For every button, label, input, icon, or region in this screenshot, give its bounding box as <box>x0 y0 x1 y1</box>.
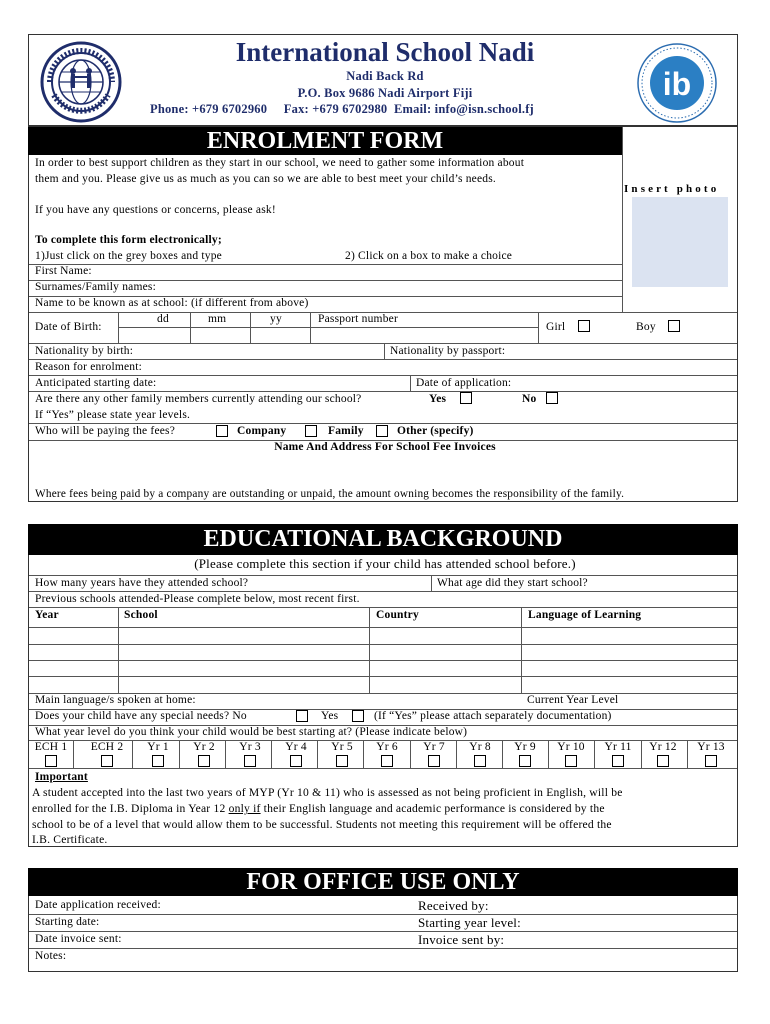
row-line <box>29 343 737 344</box>
education-title-bar <box>28 524 738 555</box>
year-level-checkbox[interactable] <box>381 755 393 767</box>
year-level-label: Yr 1 <box>147 741 169 753</box>
svg-text:ib: ib <box>662 66 692 102</box>
who-pays-label: Who will be paying the fees? <box>35 425 176 437</box>
year-level-label: Yr 12 <box>649 741 677 753</box>
row-line <box>29 948 737 949</box>
application-date-label: Date of application: <box>416 377 512 389</box>
questions-text: If you have any questions or concerns, please ask! <box>35 204 276 216</box>
col-header-language: Language of Learning <box>528 609 642 621</box>
nationality-birth-label: Nationality by birth: <box>35 345 134 357</box>
years-attended-label: How many years have they attended school? <box>35 577 249 589</box>
office-received-label: Date application received: <box>35 899 161 911</box>
col-line <box>271 740 272 768</box>
table-row <box>29 627 737 628</box>
current-level-label: Current Year Level <box>527 694 619 706</box>
year-level-label: Yr 6 <box>376 741 398 753</box>
year-level-label: Yr 13 <box>697 741 725 753</box>
passport-label: Passport number <box>318 313 398 325</box>
col-line <box>369 607 370 693</box>
year-level-checkbox[interactable] <box>657 755 669 767</box>
family-yes-label: Yes <box>429 393 447 405</box>
col-line <box>410 740 411 768</box>
boy-label: Boy <box>636 321 656 333</box>
important-line-1: A student accepted into the last two years of MYP (Yr 10 & 11) who is assessed as not being proficient in English, will be <box>32 786 623 799</box>
other-label: Other (specify) <box>397 425 474 437</box>
year-level-checkbox[interactable] <box>198 755 210 767</box>
important-heading: Important <box>35 771 88 783</box>
row-line <box>29 914 737 915</box>
company-checkbox[interactable] <box>216 425 228 437</box>
col-line <box>384 343 385 359</box>
education-subtitle: (Please complete this section if your child has attended school before.) <box>194 556 576 571</box>
company-label: Company <box>237 425 287 437</box>
row-line <box>118 327 538 328</box>
dob-month-label: mm <box>208 313 227 325</box>
year-level-checkbox[interactable] <box>474 755 486 767</box>
enrolment-title-bar <box>28 127 622 155</box>
year-level-label: Yr 8 <box>469 741 491 753</box>
dob-day-label: dd <box>157 313 169 325</box>
col-line <box>594 740 595 768</box>
office-notes-label: Notes: <box>35 950 67 962</box>
row-line <box>29 607 737 608</box>
fees-note: Where fees being paid by a company are outstanding or unpaid, the amount owning becomes the responsibility of the family. <box>35 488 625 500</box>
year-level-label: ECH 2 <box>90 741 124 753</box>
first-name-label: First Name: <box>35 265 92 277</box>
col-header-school: School <box>124 609 158 621</box>
col-header-year: Year <box>35 609 59 621</box>
dob-label: Date of Birth: <box>35 321 102 333</box>
family-pays-checkbox[interactable] <box>305 425 317 437</box>
col-line <box>118 607 119 693</box>
year-level-checkbox[interactable] <box>519 755 531 767</box>
family-no-checkbox[interactable] <box>546 392 558 404</box>
start-age-label: What age did they start school? <box>437 577 588 589</box>
row-line <box>29 264 622 265</box>
office-invoice-by-label: Invoice sent by: <box>418 932 505 947</box>
family-yes-checkbox[interactable] <box>460 392 472 404</box>
education-title: EDUCATIONAL BACKGROUND <box>203 526 563 552</box>
row-line <box>29 931 737 932</box>
nationality-passport-label: Nationality by passport: <box>390 345 506 357</box>
year-level-checkbox[interactable] <box>565 755 577 767</box>
instruction-step-2: 2) Click on a box to make a choice <box>345 250 513 262</box>
family-pays-label: Family <box>328 425 364 437</box>
year-level-checkbox[interactable] <box>336 755 348 767</box>
year-level-checkbox[interactable] <box>428 755 440 767</box>
reason-label: Reason for enrolment: <box>35 361 143 373</box>
other-checkbox[interactable] <box>376 425 388 437</box>
year-level-question: What year level do you think your child would be best starting at? (Please indicate below) <box>35 726 468 738</box>
special-needs-note: (If “Yes” please attach separately documentation) <box>374 710 612 722</box>
main-language-label: Main language/s spoken at home: <box>35 694 196 706</box>
address-line-1: Nadi Back Rd <box>346 69 424 83</box>
important-line-2c: their English language and academic performance is considered by the <box>260 802 605 815</box>
important-line-2 <box>32 802 605 815</box>
col-line <box>521 607 522 693</box>
ib-world-school-icon <box>636 42 718 124</box>
office-invoice-sent-label: Date invoice sent: <box>35 933 122 945</box>
row-line <box>29 391 737 392</box>
important-only-if: only if <box>228 802 261 815</box>
previous-schools-label: Previous schools attended-Please complete below, most recent first. <box>35 593 360 605</box>
ib-logo <box>636 42 718 124</box>
if-yes-label: If “Yes” please state year levels. <box>35 409 191 421</box>
start-date-label: Anticipated starting date: <box>35 377 157 389</box>
office-title: FOR OFFICE USE ONLY <box>246 869 520 895</box>
special-needs-no-checkbox[interactable] <box>296 710 308 722</box>
col-line <box>132 740 133 768</box>
office-title-bar <box>28 868 738 896</box>
table-row <box>29 676 737 677</box>
col-header-country: Country <box>376 609 419 621</box>
year-level-label: Yr 2 <box>193 741 215 753</box>
year-level-label: Yr 3 <box>239 741 261 753</box>
col-line <box>687 740 688 768</box>
family-question: Are there any other family members currently attending our school? <box>35 393 362 405</box>
office-starting-label: Starting date: <box>35 916 100 928</box>
year-level-label: Yr 4 <box>285 741 307 753</box>
insert-photo-label: I n s e r t p h o t o <box>624 183 717 195</box>
year-level-grid <box>29 740 737 768</box>
school-name: International School Nadi <box>235 37 535 67</box>
surnames-label: Surnames/Family names: <box>35 281 156 293</box>
year-level-label: Yr 9 <box>514 741 536 753</box>
year-level-label: Yr 5 <box>331 741 353 753</box>
table-row <box>29 660 737 661</box>
family-no-label: No <box>522 393 537 405</box>
dob-year-label: yy <box>270 313 282 325</box>
special-needs-label: Does your child have any special needs? No <box>35 710 247 722</box>
office-received-by-label: Received by: <box>418 898 489 913</box>
intro-text: In order to best support children as they start in our school, we need to gather some information about <box>35 157 525 169</box>
year-level-checkbox[interactable] <box>152 755 164 767</box>
invoice-address-label: Name And Address For School Fee Invoices <box>274 441 496 453</box>
intro-text-2: them and you. Please give us as much as you can so we are able to best meet your child’s needs. <box>35 173 496 185</box>
row-line <box>29 591 737 592</box>
col-line <box>363 740 364 768</box>
girl-label: Girl <box>546 321 566 333</box>
year-level-checkbox[interactable] <box>45 755 57 767</box>
year-level-checkbox[interactable] <box>705 755 717 767</box>
year-level-label: Yr 10 <box>557 741 585 753</box>
office-start-level-label: Starting year level: <box>418 915 521 930</box>
col-line <box>73 740 74 768</box>
year-level-checkbox[interactable] <box>612 755 624 767</box>
girl-checkbox[interactable] <box>578 320 590 332</box>
table-row <box>29 644 737 645</box>
known-as-label: Name to be known as at school: (if different from above) <box>35 297 309 309</box>
year-level-checkbox[interactable] <box>290 755 302 767</box>
col-line <box>410 375 411 391</box>
year-level-label: ECH 1 <box>34 741 68 753</box>
special-needs-yes-label: Yes <box>321 710 339 722</box>
year-level-checkbox[interactable] <box>101 755 113 767</box>
complete-instructions-title: To complete this form electronically; <box>35 234 222 246</box>
col-line <box>225 740 226 768</box>
col-line <box>431 575 432 591</box>
row-line <box>29 359 737 360</box>
col-line <box>179 740 180 768</box>
row-line <box>29 423 737 424</box>
important-line-2a: enrolled for the I.B. Diploma in Year 12 <box>32 802 229 815</box>
col-line <box>456 740 457 768</box>
address-line-2: P.O. Box 9686 Nadi Airport Fiji <box>297 86 473 100</box>
enrolment-title: ENROLMENT FORM <box>206 128 444 154</box>
important-line-4: I.B. Certificate. <box>32 833 108 846</box>
row-line <box>29 575 737 576</box>
col-line <box>538 312 539 343</box>
row-line <box>29 375 737 376</box>
contact-line: Phone: +679 6702960 Fax: +679 6702980 Email: info@isn.school.fj <box>150 102 534 116</box>
boy-checkbox[interactable] <box>668 320 680 332</box>
photo-box[interactable] <box>632 197 728 287</box>
special-needs-yes-checkbox[interactable] <box>352 710 364 722</box>
row-line <box>29 768 737 769</box>
important-line-3: school to be of a level that would allow them to be successful. Students not meeting this requirement will be offered the <box>32 818 612 831</box>
col-line <box>317 740 318 768</box>
photo-divider <box>622 127 623 312</box>
instruction-step-1: 1)Just click on the grey boxes and type <box>35 250 222 262</box>
year-level-label: Yr 11 <box>604 741 632 753</box>
year-level-label: Yr 7 <box>423 741 445 753</box>
year-level-checkbox[interactable] <box>244 755 256 767</box>
